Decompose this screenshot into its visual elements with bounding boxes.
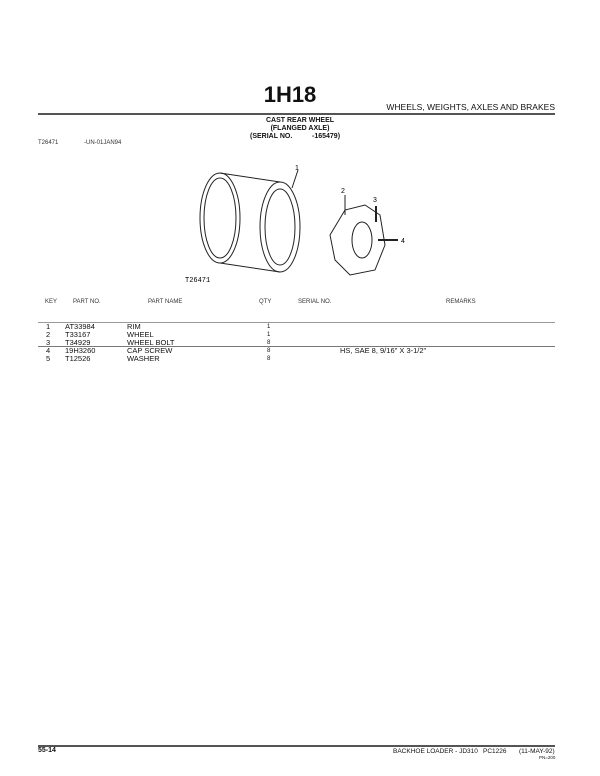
header-rule: [38, 113, 555, 115]
header-part-name: PART NAME: [148, 299, 183, 305]
row-part-name: WASHER: [127, 354, 160, 363]
header-qty: QTY: [259, 299, 272, 305]
row-key: 3: [46, 338, 51, 347]
header-serial: SERIAL NO.: [298, 299, 332, 305]
subtitle-1: CAST REAR WHEEL: [265, 117, 335, 124]
row-qty: 8: [267, 348, 271, 354]
row-key: 1: [46, 322, 51, 331]
callout-leader-1: [292, 170, 298, 188]
row-part-no: T34929: [65, 338, 91, 347]
row-key: 4: [46, 346, 51, 355]
serial-value: -165479): [312, 133, 341, 140]
rim-back: [200, 173, 240, 263]
row-part-name: WHEEL BOLT: [127, 338, 175, 347]
wheel-illustration: [180, 160, 420, 290]
row-key: 2: [46, 330, 51, 339]
row-part-name: CAP SCREW: [127, 346, 173, 355]
header-remarks: REMARKS: [446, 299, 476, 305]
row-qty: 1: [267, 332, 271, 338]
row-qty: 8: [267, 356, 271, 362]
header-key: KEY: [45, 299, 58, 305]
figure-ref: T26471: [38, 140, 59, 146]
row-qty: 1: [267, 324, 271, 330]
footer-pn: PN=200: [539, 755, 556, 760]
row-remarks: HS, SAE 8, 9/16" X 3-1/2": [340, 346, 427, 355]
rim-front: [260, 182, 300, 272]
row-part-no: T12526: [65, 354, 91, 363]
table-group-rule: [38, 346, 555, 347]
row-part-no: T33167: [65, 330, 91, 339]
subtitle-2: (FLANGED AXLE): [270, 125, 330, 132]
header-part-no: PART NO.: [73, 299, 101, 305]
illustration-caption: T26471: [185, 277, 211, 285]
section-heading: WHEELS, WEIGHTS, AXLES AND BRAKES: [386, 102, 555, 112]
footer-product: BACKHOE LOADER - JD310: [393, 748, 478, 755]
row-qty: 8: [267, 340, 271, 346]
callout-2: 2: [341, 188, 345, 195]
callout-3: 3: [373, 197, 377, 204]
row-part-no: 19H3260: [65, 346, 96, 355]
serial-label: (SERIAL NO.: [250, 133, 293, 140]
figure-date: -UN-01JAN94: [84, 140, 122, 146]
row-part-name: RIM: [127, 322, 141, 331]
callout-1: 1: [295, 165, 299, 172]
footer-rule: [38, 745, 555, 747]
footer-date: (11-MAY-92): [519, 748, 555, 755]
page-title: 1H18: [263, 82, 317, 107]
row-part-name: WHEEL: [127, 330, 154, 339]
row-key: 5: [46, 354, 51, 363]
row-part-no: AT33984: [65, 322, 95, 331]
page-number: 55-14: [38, 747, 56, 754]
footer-catalog: PC1226: [483, 748, 507, 755]
table-top-rule: [38, 322, 555, 323]
callout-4: 4: [401, 238, 405, 245]
